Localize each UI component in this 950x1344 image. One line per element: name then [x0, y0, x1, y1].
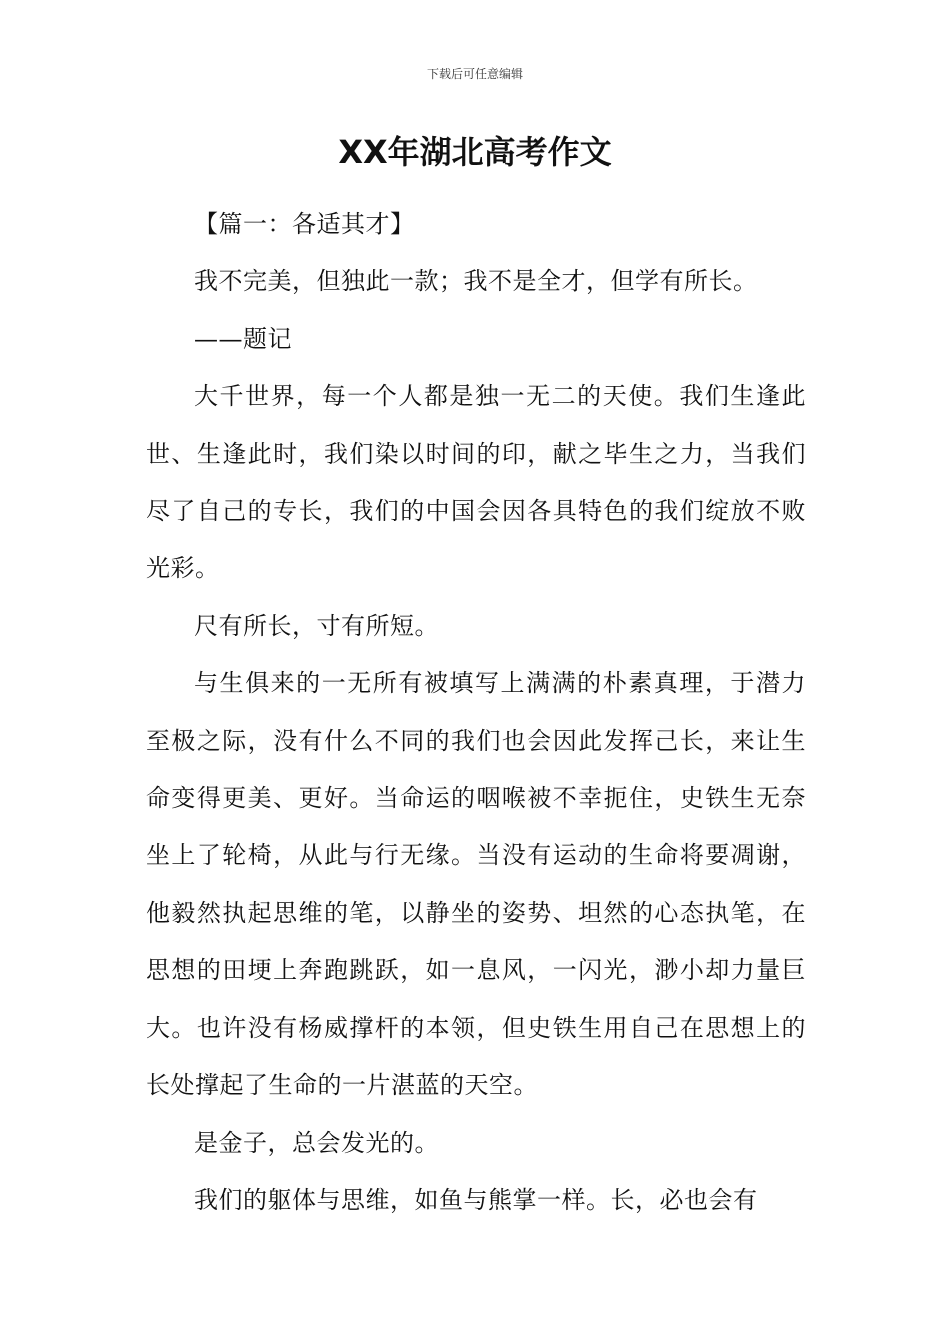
document-title: XX年湖北高考作文 — [338, 133, 612, 171]
body-paragraph: 我们的躯体与思维，如鱼与熊掌一样。长，必也会有 — [194, 1185, 758, 1214]
document-body — [146, 196, 806, 1229]
body-paragraph: 大千世界，每一个人都是独一无二的天使。我们生逢此世、生逢此时，我们染以时间的印，献之毕生之力，当我们尽了自己的专长，我们的中国会因各具特色的我们绽放不败光彩。 — [146, 382, 806, 583]
epigraph: 我不完美，但独此一款；我不是全才，但学有所长。 — [194, 267, 758, 296]
section-heading: 【篇一：各适其才】 — [194, 210, 415, 238]
body-paragraph: 尺有所长，寸有所短。 — [194, 611, 439, 640]
epigraph-attribution: ——题记 — [194, 324, 292, 353]
header-note: 下载后可任意编辑 — [426, 67, 523, 81]
body-paragraph: 是金子，总会发光的。 — [194, 1128, 439, 1157]
body-paragraph: 与生俱来的一无所有被填写上满满的朴素真理，于潜力至极之际，没有什么不同的我们也会因此发挥己长，来让生命变得更美、更好。当命运的咽喉被不幸扼住，史铁生无奈坐上了轮椅，从此与行无缘。当没有运动的生命将要凋谢，他毅然执起思维的笔，以静坐的姿势、坦然的心态执笔，在思想的田埂上奔跑跳跃，如一息风，一闪光，渺小却力量巨大。也许没有杨威撑杆的本领，但史铁生用自己在思想上的长处撑起了生命的一片湛蓝的天空。 — [146, 669, 806, 1100]
